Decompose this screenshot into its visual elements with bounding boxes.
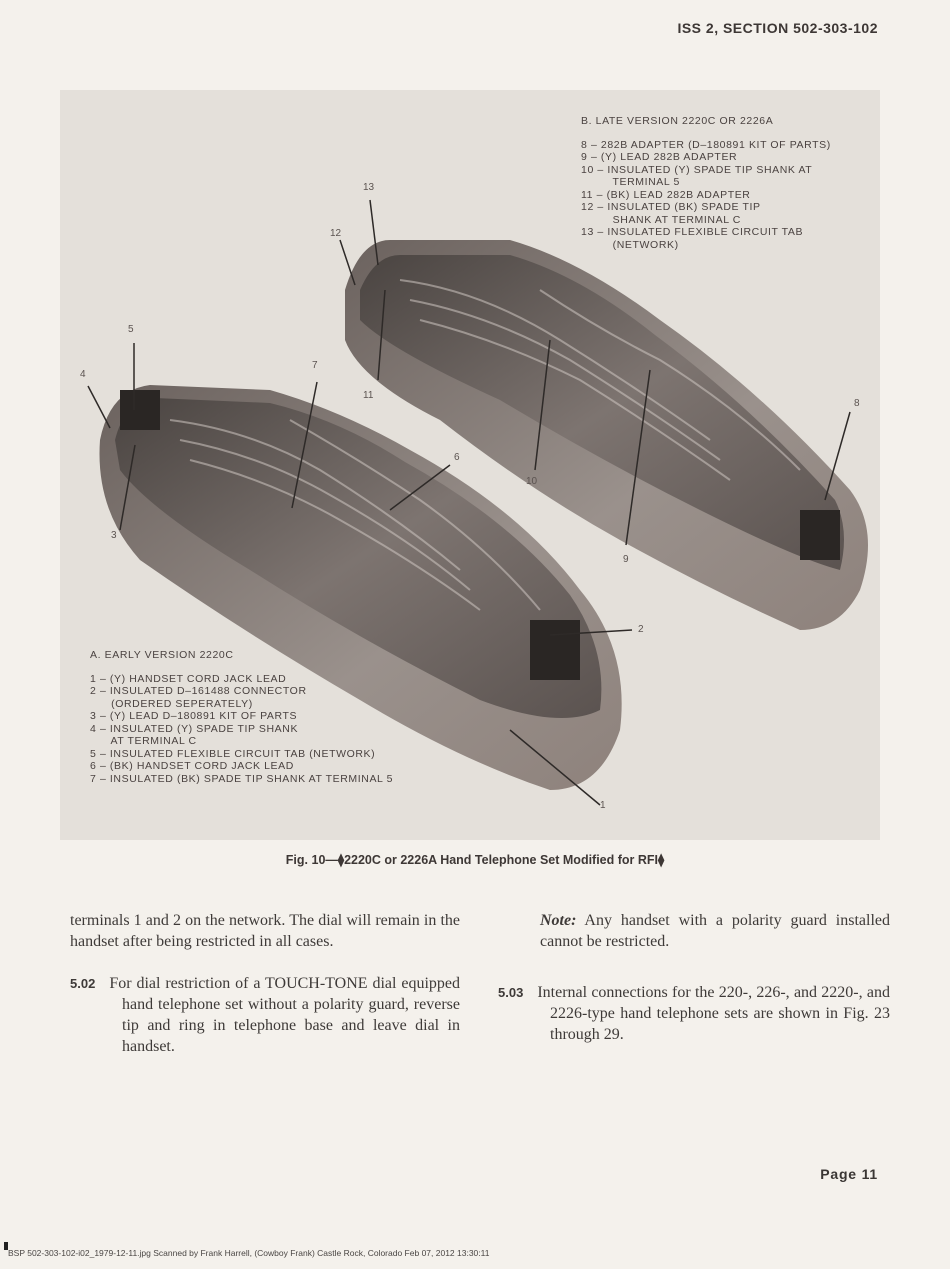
callout-6: 6 [454, 452, 460, 463]
legend-late-title: B. LATE VERSION 2220C OR 2226A [581, 115, 774, 127]
legend-item: 12 – INSULATED (BK) SPADE TIP [581, 201, 761, 213]
legend-item: 13 – INSULATED FLEXIBLE CIRCUIT TAB [581, 226, 804, 238]
legend-item: 3 – (Y) LEAD D–180891 KIT OF PARTS [90, 710, 298, 722]
legend-early-version [90, 649, 393, 785]
legend-item: 8 – 282B ADAPTER (D–180891 KIT OF PARTS) [581, 138, 831, 151]
left-column [70, 910, 460, 1078]
legend-item: (ORDERED SEPERATELY) [90, 697, 253, 710]
legend-item: (NETWORK) [581, 238, 679, 251]
legend-item: 11 – (BK) LEAD 282B ADAPTER [581, 188, 751, 201]
callout-11: 11 [363, 390, 374, 401]
paragraph-text: For dial restriction of a TOUCH-TONE dial equipped hand telephone set without a polarity guard, reverse tip and ring in telephone base and leave dial in handset. [109, 975, 460, 1055]
legend-item: 7 – INSULATED (BK) SPADE TIP SHANK AT TERMINAL 5 [90, 772, 394, 785]
note-text: Any handset with a polarity guard installed cannot be restricted. [540, 912, 890, 950]
note [498, 910, 890, 952]
callout-13: 13 [363, 182, 375, 193]
paragraph-number: 5.02 [70, 976, 96, 991]
scan-note: BSP 502-303-102-i02_1979-12-11.jpg Scanned by Frank Harrell, (Cowboy Frank) Castle Rock, Colorado Feb 07, 2012 13:30:11 [8, 1248, 490, 1258]
legend-item: 5 – INSULATED FLEXIBLE CIRCUIT TAB (NETWORK) [90, 747, 376, 760]
callout-1: 1 [600, 800, 606, 811]
callout-3: 3 [111, 530, 117, 541]
legend-early-title: A. EARLY VERSION 2220C [90, 649, 234, 661]
legend-item: TERMINAL 5 [581, 176, 680, 188]
callout-4: 4 [80, 369, 86, 380]
legend-item: 9 – (Y) LEAD 282B ADAPTER [581, 151, 738, 163]
callout-12: 12 [330, 228, 342, 239]
figure-caption: Fig. 10—⧫2220C or 2226A Hand Telephone Set Modified for RFI⧫ [285, 853, 665, 867]
paragraph-number: 5.03 [498, 985, 524, 1000]
legend-item: 10 – INSULATED (Y) SPADE TIP SHANK AT [581, 163, 813, 176]
legend-item: 4 – INSULATED (Y) SPADE TIP SHANK [90, 722, 299, 735]
page-number: Page 11 [820, 1166, 878, 1182]
callout-7: 7 [312, 360, 318, 371]
legend-item: 1 – (Y) HANDSET CORD JACK LEAD [90, 672, 287, 685]
paragraph-5-02 [70, 973, 460, 1057]
callout-8: 8 [854, 398, 860, 409]
legend-item: 2 – INSULATED D–161488 CONNECTOR [90, 685, 307, 697]
note-label: Note: [540, 912, 577, 929]
legend-item: AT TERMINAL C [90, 735, 197, 747]
legend-item: 6 – (BK) HANDSET CORD JACK LEAD [90, 760, 294, 772]
section-header: ISS 2, SECTION 502-303-102 [677, 20, 878, 36]
callout-9: 9 [623, 554, 629, 565]
callout-5: 5 [128, 324, 134, 335]
legend-late-version [581, 115, 831, 251]
callout-10: 10 [526, 476, 538, 487]
callout-2: 2 [638, 624, 644, 635]
right-column [498, 910, 890, 1066]
paragraph-continued: terminals 1 and 2 on the network. The dial will remain in the handset after being restricted in all cases. [70, 912, 460, 950]
paragraph-text: Internal connections for the 220-, 226-, and 2220-, and 2226-type hand telephone sets are shown in Fig. 23 through 29. [537, 984, 890, 1043]
legend-item: SHANK AT TERMINAL C [581, 213, 741, 226]
paragraph-5-03 [498, 982, 890, 1045]
